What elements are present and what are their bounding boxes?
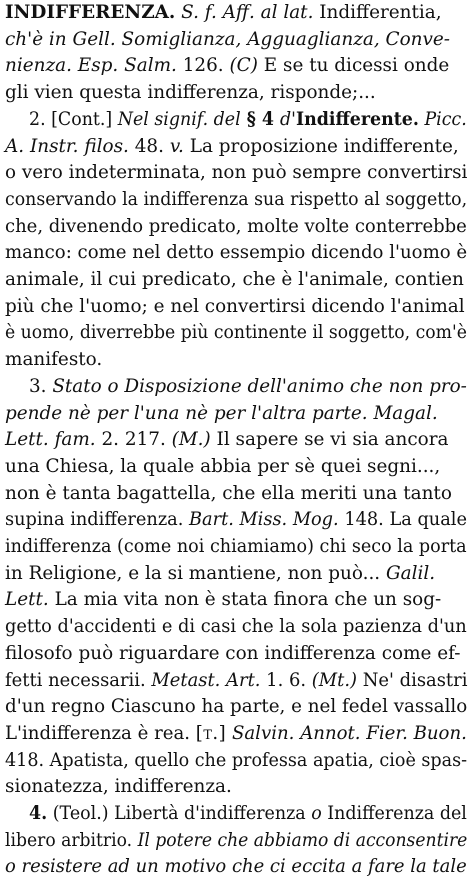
text-run: Lett. fam. [5, 429, 96, 451]
text-run: non è tanta bagattella, che ella meriti una tanto [5, 482, 452, 504]
text-run: più che l'uomo; e nel convertirsi dicendo l'animal [5, 295, 465, 317]
text-run: una Chiesa, la quale abbia per sè quei segni..., [5, 455, 441, 477]
text-line [5, 80, 467, 106]
text-line [5, 614, 467, 640]
text-line [5, 507, 467, 533]
text-run: 4. [29, 803, 48, 824]
text-run: Salvin. Annot. Fier. Buon. [226, 722, 467, 744]
text-line [5, 774, 467, 800]
text-run: filosofo può riguardare con indifferenza come ef- [5, 642, 461, 664]
text-line [5, 481, 467, 507]
text-run: 2. 217. [95, 429, 172, 451]
text-run: in Religione, e la si mantiene, non può... [5, 562, 386, 584]
text-line [5, 587, 467, 613]
text-line [5, 721, 467, 747]
text-run: Picc. [418, 108, 467, 130]
text-line [5, 748, 467, 774]
text-run: INDIFFERENZA. [5, 2, 176, 23]
text-line [5, 454, 467, 480]
text-line [5, 534, 467, 560]
text-run: 48. [128, 135, 170, 157]
text-run: La mia vita non è stata finora che un sog- [48, 589, 442, 611]
text-run: d' [280, 108, 296, 130]
text-run: (Mt.) [311, 669, 358, 691]
text-run: (C) [229, 55, 258, 77]
text-run: che, divenendo predicato, molte volte conterrebbe [5, 215, 467, 237]
text-run: ch'è in Gell. Somiglianza, Agguaglianza, Conve- [5, 28, 451, 50]
text-run: Indifferenza del [321, 803, 467, 824]
text-run: libero arbitrio. [5, 829, 138, 851]
text-run: (Teol.) Libertà d'indifferenza [47, 803, 312, 824]
text-run: Indifferentia, [313, 2, 442, 23]
text-run: Nel signif. del [117, 108, 241, 130]
text-run: L'indifferenza è rea. [5, 722, 196, 744]
text-line [5, 294, 467, 320]
text-run: gli vien questa indifferenza, risponde;... [5, 82, 376, 104]
text-run: Galil. [385, 562, 436, 584]
text-run: supina indifferenza. [5, 509, 190, 531]
text-line [5, 641, 467, 667]
text-run: Indifferente. [295, 108, 419, 130]
text-run: fetti necessarii. [5, 669, 152, 691]
text-run: A. Instr. filos. [5, 135, 129, 157]
text-line [5, 214, 467, 240]
text-line [5, 187, 467, 213]
text-line [5, 267, 467, 293]
text-line [5, 240, 467, 266]
text-run: Stato o Disposizione dell'animo che non pro- [52, 375, 467, 397]
text-line [5, 320, 467, 346]
text-run: 418. Apatista, quello che professa apatia, cioè spas- [5, 749, 468, 771]
text-run: La proposizione indifferente, [183, 135, 459, 157]
text-run: manco: come nel detto essempio dicendo l'uomo è [5, 242, 468, 264]
text-run: [t.] [195, 722, 227, 744]
text-line [5, 0, 467, 26]
text-run: 126. [176, 55, 230, 77]
text-line [5, 401, 467, 427]
text-run: indifferenza (come noi chiamiamo) chi seco la porta [5, 536, 467, 557]
text-line [5, 27, 467, 53]
text-run: manifesto. [5, 349, 103, 371]
text-line [29, 374, 467, 400]
text-run: (M.) [171, 429, 211, 451]
text-run: Ne' disastri [357, 669, 468, 691]
text-line [5, 854, 467, 880]
text-line [5, 828, 467, 854]
text-run: S. f. Aff. al lat. [175, 2, 314, 23]
text-run: Metast. Art. [151, 669, 261, 691]
text-run: pende nè per l'una nè per l'altra parte. Magal. [5, 402, 438, 424]
text-run: o vero indeterminata, non può sempre convertirsi [5, 162, 468, 184]
text-line [5, 347, 467, 373]
text-run: sionatezza, indifferenza. [5, 776, 232, 798]
text-run: 1. 6. [260, 669, 312, 691]
text-line [5, 53, 467, 79]
text-run: § 4 [240, 108, 281, 130]
text-line [29, 107, 467, 133]
text-line [5, 561, 467, 587]
text-run: v. [169, 135, 184, 157]
text-run: o [311, 803, 322, 824]
text-run: Il sapere se vi sia ancora [210, 429, 449, 451]
text-run: 3. [29, 375, 53, 397]
text-run: nienza. Esp. Salm. [5, 55, 177, 77]
text-line [5, 427, 467, 453]
text-run: d'un regno Ciascuno ha parte, e nel fedel vassallo [5, 696, 468, 718]
text-line [29, 801, 467, 827]
text-run: o resistere ad un motivo che ci eccita a fare la tale [5, 856, 467, 878]
text-line [5, 160, 467, 186]
text-run: animale, il cui predicato, che è l'animale, contien [5, 269, 464, 290]
text-run: è uomo, diverrebbe più continente il soggetto, com'è [5, 322, 467, 344]
text-line [5, 694, 467, 720]
text-run: 148. La quale [338, 509, 467, 531]
text-line [5, 134, 467, 160]
text-run: Il potere che abbiamo di acconsentire [137, 829, 468, 851]
text-line [5, 668, 467, 694]
text-run: 2. [Cont.] [29, 108, 118, 130]
text-run: getto d'accidenti e di casi che la sola pazienza d'un [5, 616, 467, 638]
text-run: Bart. Miss. Mog. [189, 509, 339, 531]
text-run: E se tu dicessi onde [257, 55, 450, 77]
text-run: conservando la indifferenza sua rispetto al soggetto, [5, 188, 468, 210]
dictionary-page [5, 0, 468, 878]
text-run: Lett. [5, 589, 49, 611]
